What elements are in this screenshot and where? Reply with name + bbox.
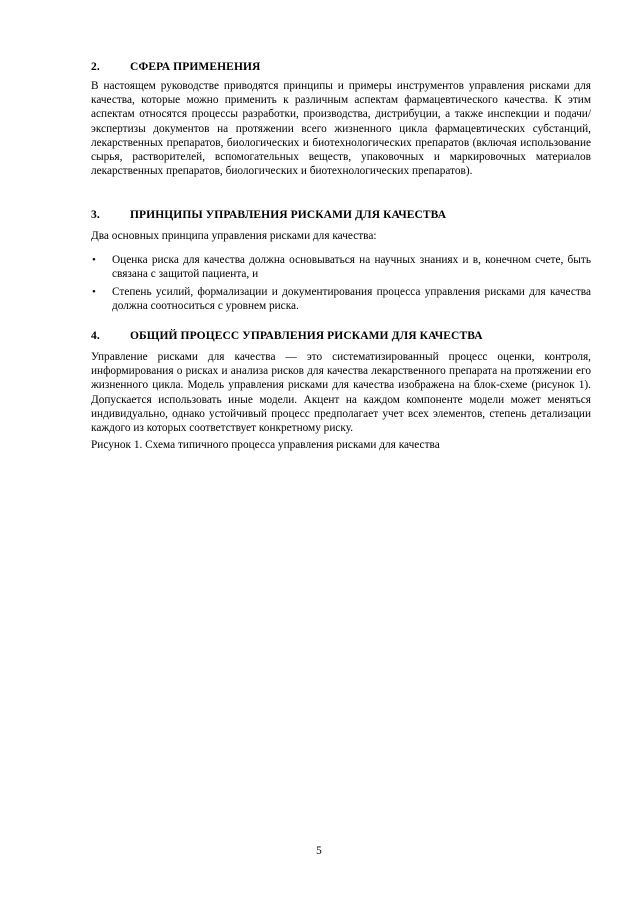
section-3-intro: Два основных принципа управления рисками для качества: — [91, 230, 377, 242]
section-4-heading — [91, 330, 483, 342]
list-item — [91, 285, 591, 313]
section-title: ПРИНЦИПЫ УПРАВЛЕНИЯ РИСКАМИ ДЛЯ КАЧЕСТВА — [130, 209, 447, 221]
section-4-paragraph: Управление рисками для качества — это систематизированный процесс оценки, контроля, информирования о рисках и анализа рисков для качества лекарственного препарата на протяжении его жизненного цикла. Модель управления рисками для качества изображена на блок-схеме (рисунок 1). Допускается использовать иные модели. Акцент на каждом компоненте модели может меняться индивидуально, однако устойчивый процесс предполагает учет всех элементов, степень детализации каждого из которых соответствует конкретному риску. — [91, 351, 591, 435]
list-item-text: Оценка риска для качества должна основываться на научных знаниях и в, конечном счете, быть связана с защитой пациента, и — [112, 254, 591, 281]
section-number: 2. — [91, 61, 100, 73]
bullet-icon: • — [92, 286, 96, 298]
section-2-heading — [91, 61, 260, 73]
section-title: ОБЩИЙ ПРОЦЕСС УПРАВЛЕНИЯ РИСКАМИ ДЛЯ КАЧЕСТВА — [130, 330, 483, 342]
bullet-icon: • — [92, 254, 96, 266]
list-item — [91, 253, 591, 281]
section-number: 4. — [91, 330, 100, 342]
section-2-paragraph: В настоящем руководстве приводятся принципы и примеры инструментов управления рисками для качества, которые можно применить к различным аспектам фармацевтического качества. К этим аспектам относятся процессы разработки, производства, дистрибуции, а также инспекции и подачи/экспертизы документов на протяжении всего жизненного цикла фармацевтических субстанций, лекарственных препаратов, биологических и биотехнологических препаратов (включая использование сырья, растворителей, вспомогательных веществ, упаковочных и маркировочных материалов лекарственных препаратов, биологических и биотехнологических препаратов). — [91, 80, 591, 178]
section-number: 3. — [91, 209, 100, 221]
figure-caption: Рисунок 1. Схема типичного процесса управления рисками для качества — [91, 439, 440, 451]
section-3-heading — [91, 209, 446, 221]
page-number: 5 — [316, 845, 322, 857]
list-item-text: Степень усилий, формализации и документирования процесса управления рисками для качества должна соотноситься с уровнем риска. — [112, 286, 591, 313]
section-title: СФЕРА ПРИМЕНЕНИЯ — [130, 61, 261, 73]
